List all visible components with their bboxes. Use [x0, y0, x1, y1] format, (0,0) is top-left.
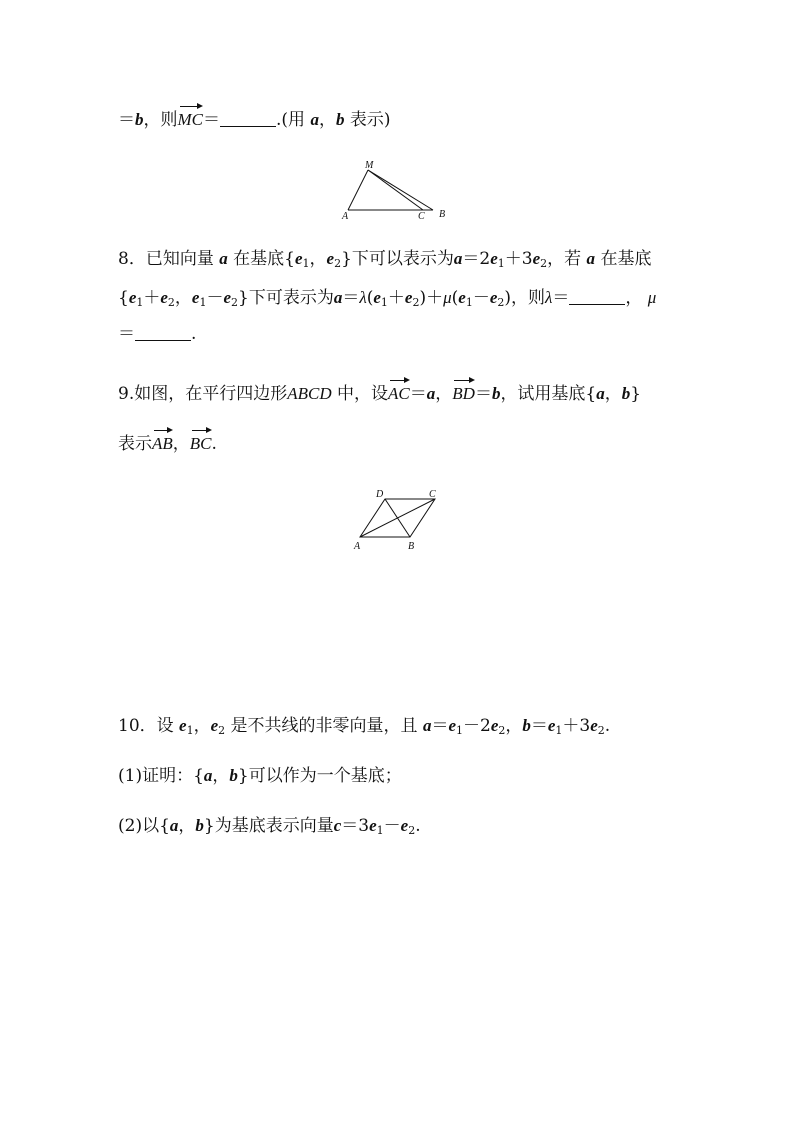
- point-label-a: A: [354, 541, 361, 552]
- q7-line: ＝b，则MC＝ .(用 a，b 表示): [118, 106, 391, 132]
- parallelogram-figure: [350, 485, 450, 555]
- vector-mc: MC: [178, 106, 204, 132]
- q9-line-1: 9.如图，在平行四边形ABCD 中，设AC＝a，BD＝b，试用基底{a，b}: [118, 380, 641, 406]
- q8-line-3: ＝ .: [118, 324, 197, 344]
- point-label-m: M: [365, 160, 374, 171]
- point-label-b: B: [439, 209, 446, 220]
- q8-line-1: 8．已知向量 a 在基底{$e_1$，$e_2$}下可以表示为$a=2e_1+3e_2$，若 a 在基底: [118, 249, 652, 270]
- q9-line-2: 表示AB，BC.: [118, 430, 217, 456]
- triangle-figure: [335, 160, 455, 224]
- answer-blank: [220, 112, 276, 127]
- answer-blank-mu: [135, 326, 191, 341]
- answer-blank-lambda: [569, 290, 625, 305]
- point-label-b: B: [408, 541, 415, 552]
- point-label-a: A: [342, 211, 349, 222]
- vector-bd: BD: [452, 380, 475, 406]
- q10-part-1: (1)证明：{a，b}可以作为一个基底；: [118, 766, 402, 786]
- q10-part-2: (2)以{a，b}为基底表示向量$c=3e_1-e_2$.: [118, 816, 421, 837]
- q8-line-2: {$e_1+e_2$，$e_1-e_2$}下可表示为$a=\lambda(e_1+e_2)+\mu(e_1-e_2)$，则λ＝ ， μ: [118, 288, 657, 309]
- point-label-d: D: [376, 489, 384, 500]
- vector-ac: AC: [388, 380, 410, 406]
- q10-line-1: 10．设 $e_1$，$e_2$ 是不共线的非零向量，且 $a=e_1-2e_2$，$b=e_1+3e_2$.: [118, 716, 611, 737]
- point-label-c: C: [418, 211, 425, 222]
- vector-ab: AB: [152, 430, 173, 456]
- vector-bc: BC: [190, 430, 212, 456]
- point-label-c: C: [429, 489, 436, 500]
